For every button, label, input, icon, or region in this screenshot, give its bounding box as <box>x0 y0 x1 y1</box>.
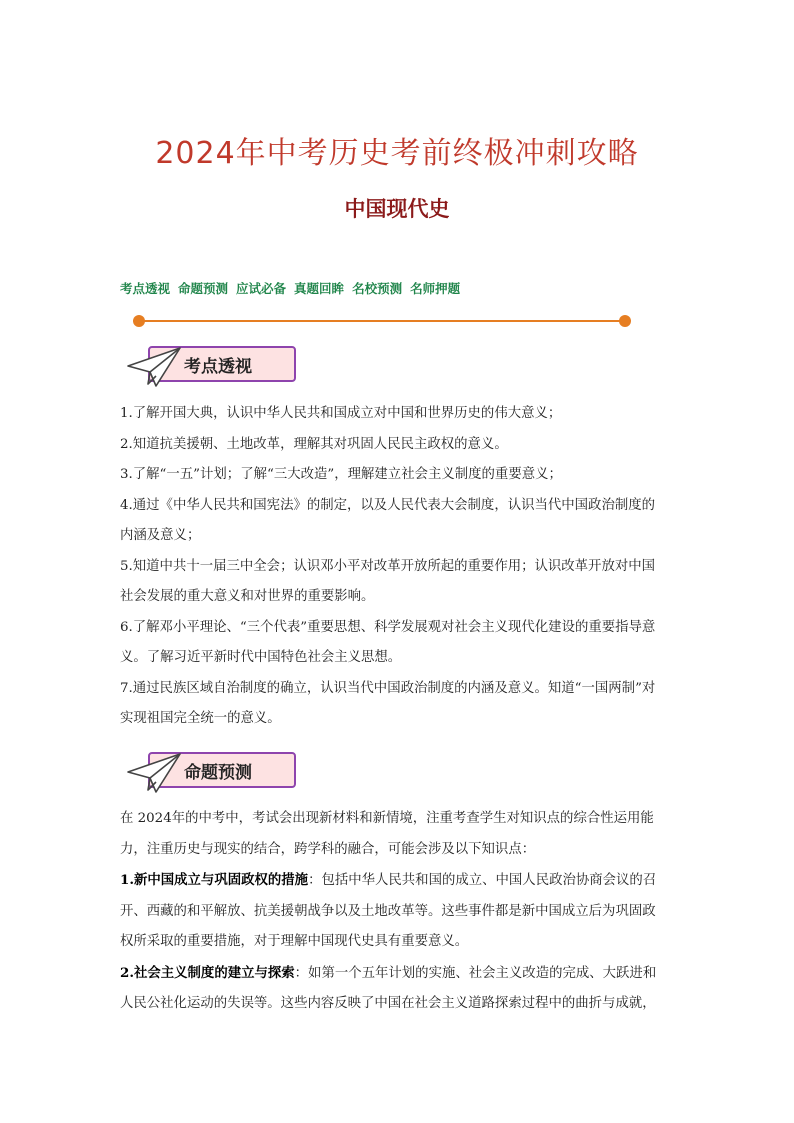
nav-link-kaodian[interactable]: 考点透视 <box>120 281 171 296</box>
text-line: 5.知道中共十一届三中全会；认识邓小平对改革开放所起的重要作用；认识改革开放对中国 <box>120 558 656 574</box>
text-line: 力，注重历史与现实的结合，跨学科的融合，可能会涉及以下知识点： <box>120 841 536 857</box>
text-line: 社会发展的重大意义和对世界的重要影响。 <box>120 589 375 604</box>
nav-link-mingshi[interactable]: 名师押题 <box>410 281 461 296</box>
nav-link-mingti[interactable]: 命题预测 <box>178 281 229 296</box>
section-nav <box>120 279 460 297</box>
text-line: 6.了解邓小平理论、“三个代表”重要思想、科学发展观对社会主义现代化建设的重要指导意 <box>120 619 656 635</box>
paper-plane-icon <box>126 344 186 390</box>
section-title-mingti: 命题预测 <box>184 763 252 783</box>
divider-dot-left <box>133 315 145 327</box>
text-line: 3.了解“一五”计划；了解“三大改造”，理解建立社会主义制度的重要意义； <box>120 467 562 482</box>
page-title: 2024年中考历史考前终极冲刺攻略 <box>155 136 639 171</box>
divider-line <box>133 314 631 328</box>
section-header-mingti <box>126 750 301 798</box>
text-line: 1.了解开国大典，认识中华人民共和国成立对中国和世界历史的伟大意义； <box>120 406 562 421</box>
list-item: 2.社会主义制度的建立与探索：如第一个五年计划的实施、社会主义改造的完成、大跃进和 <box>120 964 657 981</box>
item-heading: 1.新中国成立与巩固政权的措施 <box>120 872 309 888</box>
item-heading: 2.社会主义制度的建立与探索 <box>120 964 295 981</box>
paper-plane-icon <box>126 750 186 796</box>
text-line: 4.通过《中华人民共和国宪法》的制定，以及人民代表大会制度，认识当代中国政治制度的 <box>120 497 656 513</box>
list-item: 1.新中国成立与巩固政权的措施：包括中华人民共和国的成立、中国人民政治协商会议的召 <box>120 872 657 888</box>
section-kaodian-content <box>120 399 680 735</box>
text-line: 内涵及意义； <box>120 528 201 543</box>
section-mingti-content <box>120 804 680 1020</box>
nav-link-mingxiao[interactable]: 名校预测 <box>352 281 403 296</box>
divider-dot-right <box>619 315 631 327</box>
text-line: 开、西藏的和平解放、抗美援朝战争以及土地改革等。这些事件都是新中国成立后为巩固政 <box>120 903 656 919</box>
nav-link-yingshi[interactable]: 应试必备 <box>236 281 287 296</box>
text-line: 2.知道抗美援朝、土地改革，理解其对巩固人民民主政权的意义。 <box>120 436 508 452</box>
text-line: 在 2024年的中考中，考试会出现新材料和新情境，注重考查学生对知识点的综合性运用能 <box>120 811 654 826</box>
text-line: 人民公社化运动的失误等。这些内容反映了中国在社会主义道路探索过程中的曲折与成就， <box>120 996 656 1011</box>
section-title-kaodian: 考点透视 <box>184 357 252 377</box>
section-header-kaodian <box>126 344 301 392</box>
text-line: 权所采取的重要措施，对于理解中国现代史具有重要意义。 <box>120 934 469 949</box>
text-line: 实现祖国完全统一的意义。 <box>120 711 281 726</box>
text-line: 7.通过民族区域自治制度的确立，认识当代中国政治制度的内涵及意义。知道“一国两制”对 <box>120 680 656 696</box>
nav-link-zhenti[interactable]: 真题回眸 <box>294 281 345 296</box>
page-subtitle: 中国现代史 <box>344 197 450 221</box>
text-line: 义。了解习近平新时代中国特色社会主义思想。 <box>120 650 402 665</box>
